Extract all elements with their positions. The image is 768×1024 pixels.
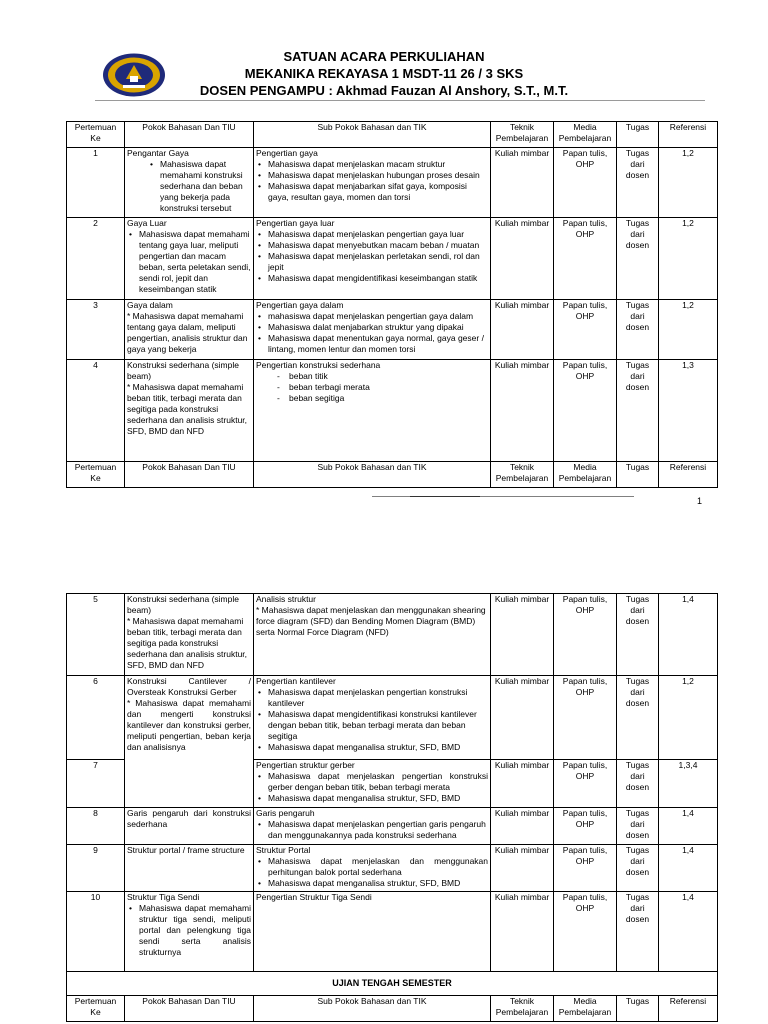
sap-table-page1 bbox=[66, 121, 718, 488]
ref-cell: 1,2 bbox=[659, 218, 718, 300]
sap-table-page2 bbox=[66, 593, 718, 1022]
pokok-text: * Mahasiswa dapat memahami tentang gaya dalam, meliputi pengertian, analisis struktur dan gaya yang bekerja bbox=[127, 311, 248, 354]
sub-item: • Mahasiswa dapat menganalisa struktur, SFD, BMD bbox=[268, 742, 488, 753]
sub-cell bbox=[254, 148, 491, 218]
sub-item: • Mahasiswa dapat mengidentifikasi keseimbangan statik bbox=[268, 273, 488, 284]
sub-dash-item: - beban segitiga bbox=[289, 393, 488, 404]
col-pertemuan: Pertemuan Ke bbox=[67, 122, 125, 148]
col-pertemuan: Pertemuan Ke bbox=[67, 996, 125, 1022]
tugas-cell: Tugas dari dosen bbox=[617, 360, 659, 462]
media-cell: Papan tulis, OHP bbox=[554, 218, 617, 300]
sub-item: • Mahasiswa dapat menjabarkan sifat gaya, komposisi gaya, resultan gaya, momen dan torsi bbox=[268, 181, 488, 203]
col-tugas: Tugas bbox=[617, 996, 659, 1022]
sub-item: • Mahasiswa dapat menyebutkan macam beban / muatan bbox=[268, 240, 488, 251]
sub-cell bbox=[254, 676, 491, 760]
sub-cell bbox=[254, 594, 491, 676]
teknik-cell: Kuliah mimbar bbox=[491, 808, 554, 845]
sub-item: • Mahasiswa dapat menentukan gaya normal, gaya geser / lintang, momen lentur dan momen torsi bbox=[268, 333, 488, 355]
row-no: 8 bbox=[67, 808, 125, 845]
sub-cell bbox=[254, 300, 491, 360]
ref-cell: 1,2 bbox=[659, 300, 718, 360]
ref-cell: 1,4 bbox=[659, 892, 718, 972]
ref-cell: 1,2 bbox=[659, 676, 718, 760]
teknik-cell: Kuliah mimbar bbox=[491, 594, 554, 676]
row-no: 9 bbox=[67, 845, 125, 892]
sub-title: Pengertian konstruksi sederhana bbox=[256, 360, 381, 370]
pokok-cell bbox=[125, 300, 254, 360]
pokok-title: Gaya Luar bbox=[127, 218, 167, 228]
pokok-text: * Mahasiswa dapat memahami beban titik, terbagi merata dan segitiga pada konstruksi sederhana dan analisis struktur, SFD, BMD dan NFD bbox=[127, 382, 248, 436]
pokok-title: Garis pengaruh dari konstruksi sederhana bbox=[127, 808, 251, 829]
media-cell: Papan tulis, OHP bbox=[554, 676, 617, 760]
sub-title: Pengertian gaya dalam bbox=[256, 300, 344, 310]
col-sub: Sub Pokok Bahasan dan TIK bbox=[254, 462, 491, 488]
col-media: Media Pembelajaran bbox=[554, 996, 617, 1022]
media-cell: Papan tulis, OHP bbox=[554, 300, 617, 360]
sub-title: Pengertian gaya bbox=[256, 148, 318, 158]
pokok-title: Konstruksi Cantilever / Oversteak Konstruksi Gerber bbox=[127, 676, 251, 697]
sub-item: • Mahasiswa dapat menjelaskan pengertian konstruksi kantilever bbox=[268, 687, 488, 709]
sub-title: Pengertian gaya luar bbox=[256, 218, 335, 228]
col-pokok: Pokok Bahasan Dan TIU bbox=[125, 462, 254, 488]
sub-text: * Mahasiswa dapat menjelaskan dan menggunakan shearing force diagram (SFD) dan Bending Momen Diagram (BMD) serta Normal Force Diagram (NFD) bbox=[256, 605, 486, 637]
media-cell: Papan tulis, OHP bbox=[554, 148, 617, 218]
row-no: 6 bbox=[67, 676, 125, 760]
col-teknik: Teknik Pembelajaran bbox=[491, 462, 554, 488]
pokok-cell bbox=[125, 808, 254, 845]
table-header-row bbox=[67, 122, 718, 148]
pokok-title: Konstruksi sederhana (simple beam) bbox=[127, 594, 239, 615]
pokok-cell bbox=[125, 676, 254, 808]
tugas-cell: Tugas dari dosen bbox=[617, 218, 659, 300]
sub-title: Analisis struktur bbox=[256, 594, 316, 604]
sub-item: • Mahasiswa dapat menjelaskan perletakan sendi, rol dan jepit bbox=[268, 251, 488, 273]
sub-item: • Mahasiswa dapat menganalisa struktur, SFD, BMD bbox=[268, 793, 488, 804]
tugas-cell: Tugas dari dosen bbox=[617, 300, 659, 360]
sub-title: Struktur Portal bbox=[256, 845, 311, 855]
sub-cell bbox=[254, 808, 491, 845]
col-pokok: Pokok Bahasan Dan TIU bbox=[125, 122, 254, 148]
row-no: 5 bbox=[67, 594, 125, 676]
table-row bbox=[67, 218, 718, 300]
teknik-cell: Kuliah mimbar bbox=[491, 676, 554, 760]
pokok-title: Pengantar Gaya bbox=[127, 148, 189, 158]
col-referensi: Referensi bbox=[659, 996, 718, 1022]
pokok-cell bbox=[125, 148, 254, 218]
pokok-cell bbox=[125, 845, 254, 892]
sub-title: Pengertian Struktur Tiga Sendi bbox=[256, 892, 372, 902]
col-referensi: Referensi bbox=[659, 462, 718, 488]
sub-item: • Mahasiswa dapat menjelaskan pengertian gaya luar bbox=[268, 229, 488, 240]
row-no: 3 bbox=[67, 300, 125, 360]
col-sub: Sub Pokok Bahasan dan TIK bbox=[254, 122, 491, 148]
pokok-cell bbox=[125, 360, 254, 462]
ref-cell: 1,2 bbox=[659, 148, 718, 218]
media-cell: Papan tulis, OHP bbox=[554, 845, 617, 892]
table-row bbox=[67, 808, 718, 845]
pokok-bullet: • Mahasiswa dapat memahami konstruksi sederhana dan beban yang bekerja pada konstruksi tersebut bbox=[160, 159, 251, 214]
sub-cell bbox=[254, 218, 491, 300]
table-row bbox=[67, 892, 718, 972]
col-media: Media Pembelajaran bbox=[554, 122, 617, 148]
pokok-cell bbox=[125, 892, 254, 972]
tugas-cell: Tugas dari dosen bbox=[617, 892, 659, 972]
sub-cell bbox=[254, 845, 491, 892]
media-cell: Papan tulis, OHP bbox=[554, 594, 617, 676]
col-pertemuan: Pertemuan Ke bbox=[67, 462, 125, 488]
pokok-cell bbox=[125, 594, 254, 676]
teknik-cell: Kuliah mimbar bbox=[491, 218, 554, 300]
tugas-cell: Tugas dari dosen bbox=[617, 808, 659, 845]
tugas-cell: Tugas dari dosen bbox=[617, 760, 659, 808]
table-row bbox=[67, 300, 718, 360]
table-row bbox=[67, 594, 718, 676]
tugas-cell: Tugas dari dosen bbox=[617, 676, 659, 760]
tugas-cell: Tugas dari dosen bbox=[617, 594, 659, 676]
sub-item: • Mahasiswa dapat menjelaskan dan menggunakan perhitungan balok portal sederhana bbox=[268, 856, 488, 878]
col-pokok: Pokok Bahasan Dan TIU bbox=[125, 996, 254, 1022]
uts-label: UJIAN TENGAH SEMESTER bbox=[67, 972, 718, 996]
sub-cell bbox=[254, 892, 491, 972]
sub-item: • Mahasiswa dapat menjelaskan hubungan proses desain bbox=[268, 170, 488, 181]
pokok-title: Struktur Tiga Sendi bbox=[127, 892, 200, 902]
media-cell: Papan tulis, OHP bbox=[554, 760, 617, 808]
sub-dash-item: - beban terbagi merata bbox=[289, 382, 488, 393]
sub-item: • mahasiswa dapat menjelaskan pengertian gaya dalam bbox=[268, 311, 488, 322]
col-teknik: Teknik Pembelajaran bbox=[491, 996, 554, 1022]
sub-dash-item: - beban titik bbox=[289, 371, 488, 382]
table-row bbox=[67, 845, 718, 892]
teknik-cell: Kuliah mimbar bbox=[491, 760, 554, 808]
pokok-bullet: • Mahasiswa dapat memahami tentang gaya luar, meliputi pengertian dan macam beban, serta peletakan sendi, sendi rol, jepit dan keseimbangan statik bbox=[139, 229, 251, 295]
sub-cell bbox=[254, 360, 491, 462]
header-divider bbox=[95, 100, 705, 101]
tugas-cell: Tugas dari dosen bbox=[617, 148, 659, 218]
pokok-title: Struktur portal / frame structure bbox=[127, 845, 245, 855]
sub-item: • Mahasiswa dapat mengidentifikasi konstruksi kantilever dengan beban titik, beban terbagi merata dan beban segitiga bbox=[268, 709, 488, 742]
footer-line-dark bbox=[410, 496, 480, 497]
sub-title: Pengertian struktur gerber bbox=[256, 760, 355, 770]
doc-title: SATUAN ACARA PERKULIAHAN bbox=[283, 49, 485, 64]
sub-title: Pengertian kantilever bbox=[256, 676, 336, 686]
sub-title: Garis pengaruh bbox=[256, 808, 315, 818]
pokok-cell bbox=[125, 218, 254, 300]
table-row bbox=[67, 360, 718, 462]
col-sub: Sub Pokok Bahasan dan TIK bbox=[254, 996, 491, 1022]
table-row bbox=[67, 148, 718, 218]
table-footer-header-row bbox=[67, 996, 718, 1022]
pokok-text: * Mahasiswa dapat memahami dan mengerti konstruksi kantilever dan konstruksi gerber, meliputi pengertian, beban kerja dan analisisnya bbox=[127, 698, 251, 752]
pokok-title: Gaya dalam bbox=[127, 300, 173, 310]
media-cell: Papan tulis, OHP bbox=[554, 808, 617, 845]
teknik-cell: Kuliah mimbar bbox=[491, 845, 554, 892]
col-tugas: Tugas bbox=[617, 462, 659, 488]
course-title: MEKANIKA REKAYASA 1 MSDT-11 26 / 3 SKS bbox=[244, 66, 524, 81]
sub-item: • Mahasiswa dalat menjabarkan struktur yang dipakai bbox=[268, 322, 488, 333]
col-media: Media Pembelajaran bbox=[554, 462, 617, 488]
row-no: 2 bbox=[67, 218, 125, 300]
uts-row bbox=[67, 972, 718, 996]
sub-item: • Mahasiswa dapat menganalisa struktur, SFD, BMD bbox=[268, 878, 488, 889]
sub-cell bbox=[254, 760, 491, 808]
lecturer-line: DOSEN PENGAMPU : Akhmad Fauzan Al Anshory, S.T., M.T. bbox=[199, 83, 569, 98]
col-referensi: Referensi bbox=[659, 122, 718, 148]
ref-cell: 1,4 bbox=[659, 845, 718, 892]
ref-cell: 1,3,4 bbox=[659, 760, 718, 808]
pokok-bullet: • Mahasiswa dapat memahami struktur tiga sendi, meliputi portal dan pelengkung tiga sendi serta analisis strukturnya bbox=[139, 903, 251, 958]
row-no: 7 bbox=[67, 760, 125, 808]
teknik-cell: Kuliah mimbar bbox=[491, 892, 554, 972]
sub-item: • Mahasiswa dapat menjelaskan macam struktur bbox=[268, 159, 488, 170]
ref-cell: 1,4 bbox=[659, 808, 718, 845]
teknik-cell: Kuliah mimbar bbox=[491, 148, 554, 218]
sub-item: • Mahasiswa dapat menjelaskan pengertian garis pengaruh dan menggunakannya pada konstruksi sederhana bbox=[268, 819, 488, 841]
sub-item: • Mahasiswa dapat menjelaskan pengertian konstruksi gerber dengan beban titik, beban terbagi merata bbox=[268, 771, 488, 793]
ref-cell: 1,4 bbox=[659, 594, 718, 676]
teknik-cell: Kuliah mimbar bbox=[491, 360, 554, 462]
media-cell: Papan tulis, OHP bbox=[554, 360, 617, 462]
row-no: 4 bbox=[67, 360, 125, 462]
table-row bbox=[67, 676, 718, 760]
pokok-title: Konstruksi sederhana (simple beam) bbox=[127, 360, 239, 381]
ref-cell: 1,3 bbox=[659, 360, 718, 462]
col-teknik: Teknik Pembelajaran bbox=[491, 122, 554, 148]
table-footer-header-row bbox=[67, 462, 718, 488]
media-cell: Papan tulis, OHP bbox=[554, 892, 617, 972]
row-no: 1 bbox=[67, 148, 125, 218]
pokok-text: * Mahasiswa dapat memahami beban titik, terbagi merata dan segitiga pada konstruksi sederhana dan analisis struktur, SFD, BMD dan NFD bbox=[127, 616, 248, 670]
teknik-cell: Kuliah mimbar bbox=[491, 300, 554, 360]
page-number: 1 bbox=[697, 496, 703, 506]
tugas-cell: Tugas dari dosen bbox=[617, 845, 659, 892]
row-no: 10 bbox=[67, 892, 125, 972]
col-tugas: Tugas bbox=[617, 122, 659, 148]
